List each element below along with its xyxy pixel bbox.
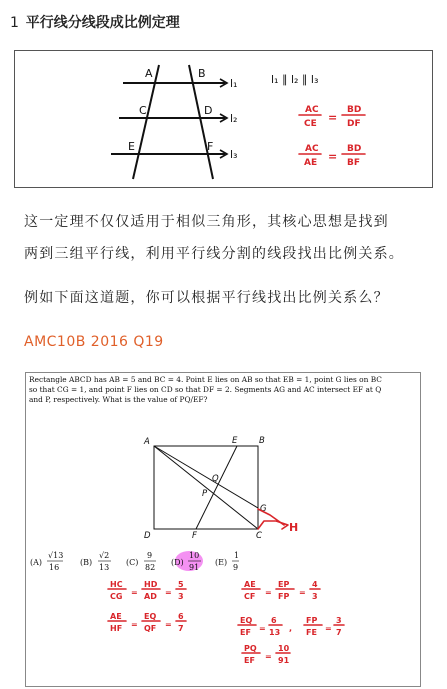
choice-c-num: 9 <box>147 551 153 560</box>
work-r1-e: 5 <box>178 580 184 589</box>
label-D: D <box>204 104 213 117</box>
line-name-3: l₃ <box>230 148 238 161</box>
paragraph-2: 例如下面这道题，你可以根据平行线找出比例关系么？ <box>24 290 389 306</box>
ratio1-left-num: AC <box>305 105 319 115</box>
parallel-statement: l₁ ∥ l₂ ∥ l₃ <box>271 73 319 86</box>
work-r1-a: HC <box>110 580 123 589</box>
work-r1-d: AD <box>144 592 157 601</box>
paragraph-1-line-2: 两到三组平行线，利用平行线分割的线段找出比例关系。 <box>24 246 404 262</box>
choice-d-letter[interactable]: (D) <box>171 558 184 567</box>
work-left <box>108 580 186 633</box>
work-r3-a: AE <box>244 580 256 589</box>
diagram-label-E: E <box>232 436 238 446</box>
work-r1-eq2: = <box>165 588 172 597</box>
choice-d-den: 91 <box>189 563 200 572</box>
diagram-label-A: A <box>144 437 150 447</box>
work-r1-eq1: = <box>131 588 138 597</box>
problem-line-2: so that CG = 1, and point F lies on CD so that DF = 2. Segments AG and AC intersect EF at Q <box>29 385 382 394</box>
theorem-diagram <box>15 51 434 189</box>
ratio1-left-den: CE <box>304 119 317 129</box>
work-r3-d: FP <box>278 592 290 601</box>
work-right <box>238 580 344 665</box>
work-r1-b: CG <box>110 592 123 601</box>
work-r4-g: 3 <box>336 616 342 625</box>
label-B: B <box>198 67 206 80</box>
line-name-1: l₁ <box>230 77 238 90</box>
section-number: 1 <box>10 15 19 31</box>
choice-b-letter[interactable]: (B) <box>80 558 93 567</box>
problem-image <box>25 372 421 687</box>
work-r4-c: 6 <box>271 616 277 625</box>
work-r3-eq2: = <box>299 588 306 597</box>
work-r4-e: FP <box>306 616 318 625</box>
work-r4-f: FE <box>306 628 317 637</box>
choice-d-num: 10 <box>189 551 200 560</box>
problem-line-1: Rectangle ABCD has AB = 5 and BC = 4. Point E lies on AB so that EB = 1, point G lies on BC <box>29 375 382 384</box>
work-r4-a: EQ <box>240 616 253 625</box>
work-r5-b: EF <box>244 656 255 665</box>
ratio1-right-num: BD <box>347 105 362 115</box>
choice-c-den: 82 <box>145 563 156 572</box>
ratio2-left-den: AE <box>304 158 318 168</box>
work-r4-h: 7 <box>336 628 342 637</box>
work-r5-c: 10 <box>278 644 290 653</box>
work-r4-eq2: = <box>325 624 332 633</box>
diagram-label-C: C <box>256 531 262 541</box>
diagram-label-P: P <box>202 489 208 499</box>
work-r5-a: PQ <box>244 644 257 653</box>
work-r3-f: 3 <box>312 592 318 601</box>
segment-ef <box>196 446 237 529</box>
label-C: C <box>139 104 147 117</box>
work-r4-comma: , <box>289 624 293 633</box>
ratio1-right-den: DF <box>347 119 361 129</box>
work-r4-d: 13 <box>269 628 281 637</box>
work-r3-c: EP <box>278 580 290 589</box>
ratio2-right-num: BD <box>347 144 362 154</box>
choice-b-num: √2 <box>99 551 110 560</box>
diagram-label-H: H <box>289 521 299 534</box>
ratio2-right-den: BF <box>347 158 361 168</box>
work-r5-eq: = <box>265 652 272 661</box>
line-name-2: l₂ <box>230 112 238 125</box>
choice-e-letter[interactable]: (E) <box>215 558 228 567</box>
work-r3-e: 4 <box>312 580 318 589</box>
diagram-label-F: F <box>192 531 197 541</box>
work-r4-eq1: = <box>259 624 266 633</box>
choice-a-num: √13 <box>48 551 64 560</box>
paragraph-1-line-1: 这一定理不仅仅适用于相似三角形，其核心思想是找到 <box>24 214 389 230</box>
problem-diagram <box>26 373 420 686</box>
label-F: F <box>207 140 214 153</box>
work-r2-c: EQ <box>144 612 157 621</box>
problem-line-3: and P, respectively. What is the value of PQ/EF? <box>29 395 208 404</box>
label-A: A <box>145 67 153 80</box>
work-r4-b: EF <box>240 628 251 637</box>
work-r2-eq2: = <box>165 620 172 629</box>
diagram-label-G: G <box>260 504 267 514</box>
ratio2-left-num: AC <box>305 144 319 154</box>
section-heading <box>10 12 180 32</box>
work-r2-a: AE <box>110 612 122 621</box>
problem-source: AMC10B 2016 Q19 <box>24 334 164 350</box>
work-r5-d: 91 <box>278 656 290 665</box>
choice-a-den: 16 <box>49 563 60 572</box>
work-r2-d: QF <box>144 624 157 633</box>
work-r2-e: 6 <box>178 612 184 621</box>
diagram-label-B: B <box>259 436 265 446</box>
choice-a-letter[interactable]: (A) <box>30 558 43 567</box>
work-r3-b: CF <box>244 592 256 601</box>
work-r2-b: HF <box>110 624 123 633</box>
diagram-label-D: D <box>144 531 151 541</box>
work-r2-eq1: = <box>131 620 138 629</box>
theorem-figure <box>14 50 433 188</box>
work-r1-f: 3 <box>178 592 184 601</box>
choice-b-den: 13 <box>99 563 110 572</box>
diagram-label-Q: Q <box>212 474 219 484</box>
work-r1-c: HD <box>144 580 158 589</box>
choice-e-den: 9 <box>233 563 239 572</box>
choice-c-letter[interactable]: (C) <box>126 558 139 567</box>
ratio1-equals: = <box>328 111 338 124</box>
answer-choices <box>30 551 239 572</box>
segment-ac <box>154 446 258 529</box>
choice-e-num: 1 <box>234 551 240 560</box>
work-r2-f: 7 <box>178 624 184 633</box>
work-r3-eq1: = <box>265 588 272 597</box>
label-E: E <box>128 140 135 153</box>
ratio2-equals: = <box>328 150 338 163</box>
section-title: 平行线分线段成比例定理 <box>25 15 180 31</box>
